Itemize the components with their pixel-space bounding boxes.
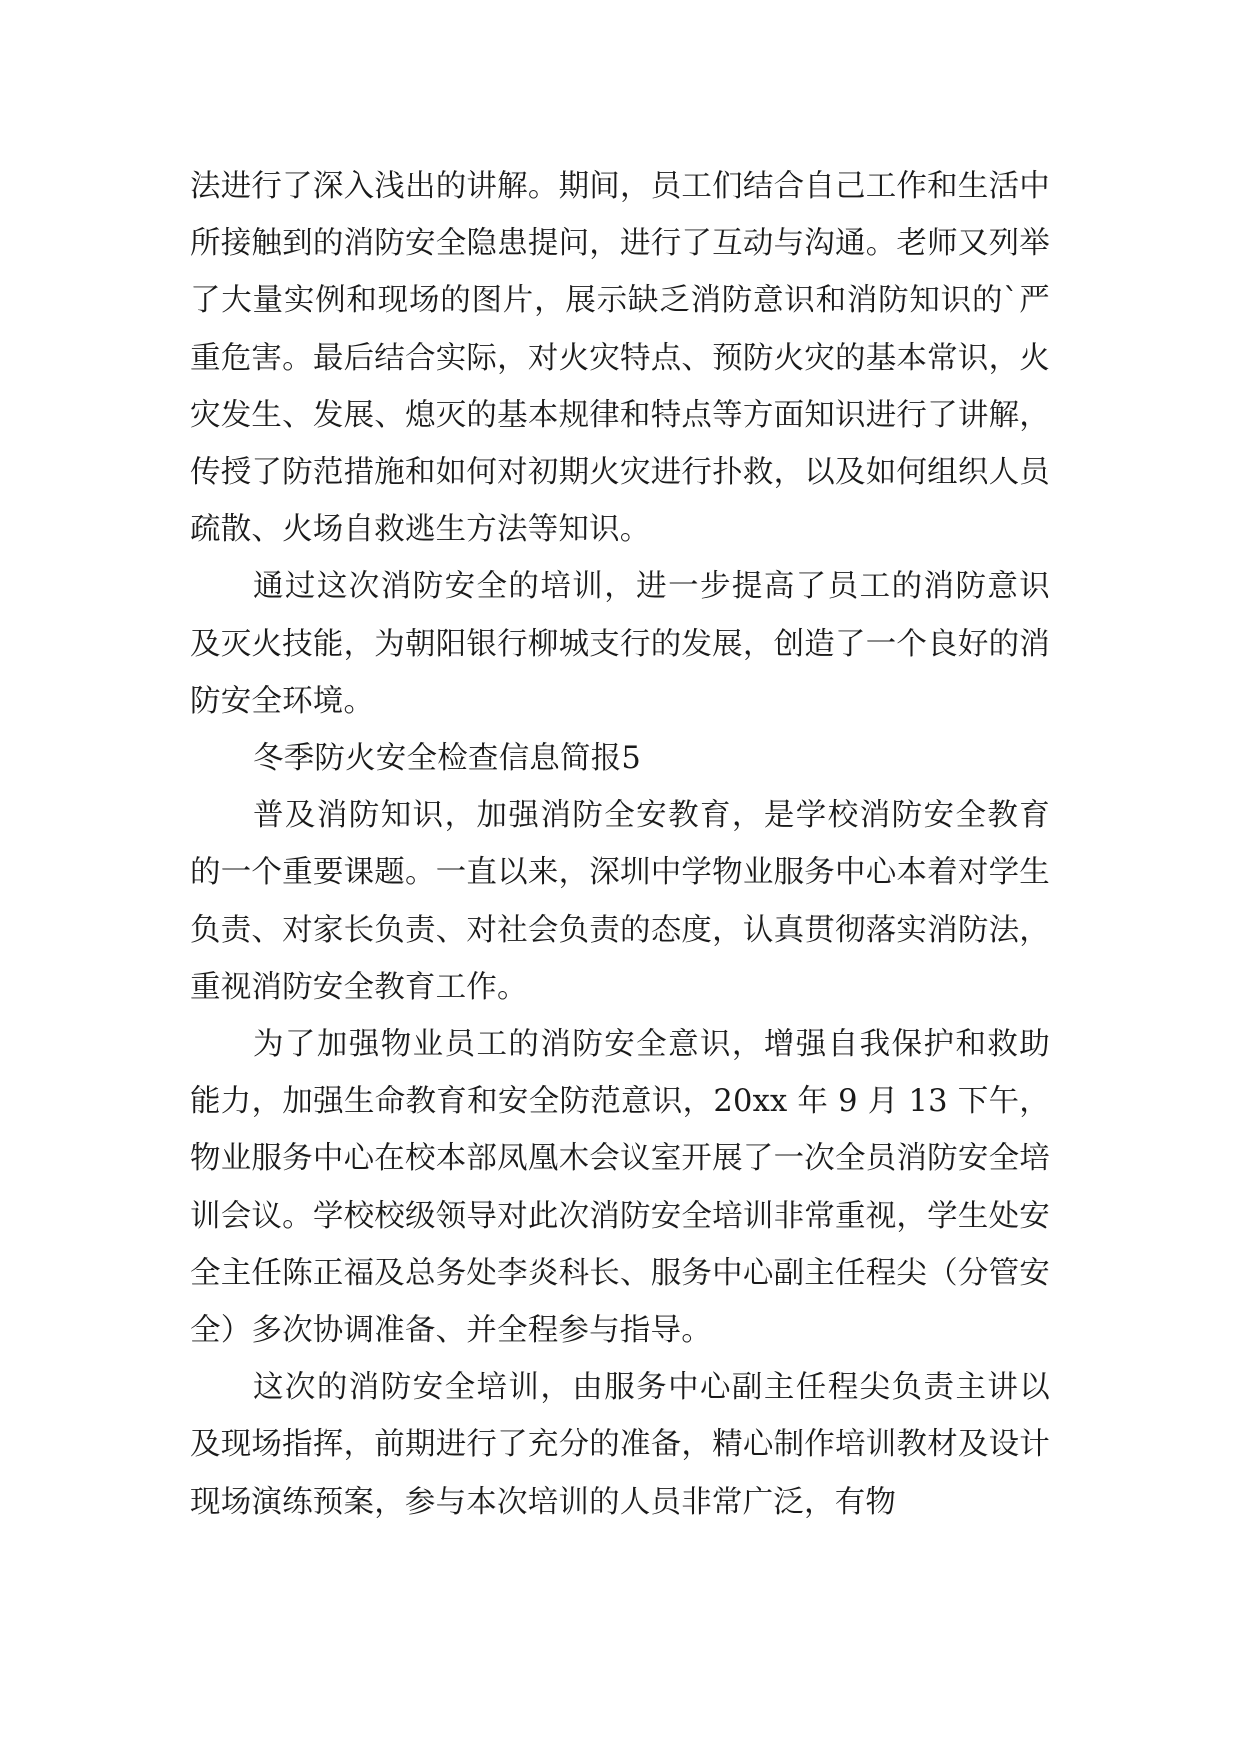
paragraph-training-details: 这次的消防安全培训，由服务中心副主任程尖负责主讲以及现场指挥，前期进行了充分的准备，精心制作培训教材及设计现场演练预案，参与本次培训的人员非常广泛，有物	[190, 1370, 1050, 1520]
paragraph-fire-education: 普及消防知识，加强消防全安教育，是学校消防安全教育的一个重要课题。一直以来，深圳中学物业服务中心本着对学生负责、对家长负责、对社会负责的态度，认真贯彻落实消防法，重视消防安全教育工作。	[190, 798, 1050, 1005]
document-body	[190, 158, 1050, 1531]
paragraph-training-meeting: 为了加强物业员工的消防安全意识，增强自我保护和救助能力，加强生命教育和安全防范意识，20xx 年 9 月 13 下午，物业服务中心在校本部凤凰木会议室开展了一次全员消防安全培训会议。学校校级领导对此次消防安全培训非常重视，学生处安全主任陈正福及总务处李炎科长、服务中心副主任程尖（分管安全）多次协调准备、并全程参与指导。	[190, 1027, 1050, 1349]
paragraph-training-result: 通过这次消防安全的培训，进一步提高了员工的消防意识及灭火技能，为朝阳银行柳城支行的发展，创造了一个良好的消防安全环境。	[190, 569, 1050, 719]
section-heading: 冬季防火安全检查信息简报5	[253, 741, 642, 777]
paragraph-continuation: 法进行了深入浅出的讲解。期间，员工们结合自己工作和生活中所接触到的消防安全隐患提问，进行了互动与沟通。老师又列举了大量实例和现场的图片，展示缺乏消防意识和消防知识的`严重危害。最后结合实际，对火灾特点、预防火灾的基本常识，火灾发生、发展、熄灭的基本规律和特点等方面知识进行了讲解，传授了防范措施和如何对初期火灾进行扑救，以及如何组织人员疏散、火场自救逃生方法等知识。	[190, 169, 1050, 548]
